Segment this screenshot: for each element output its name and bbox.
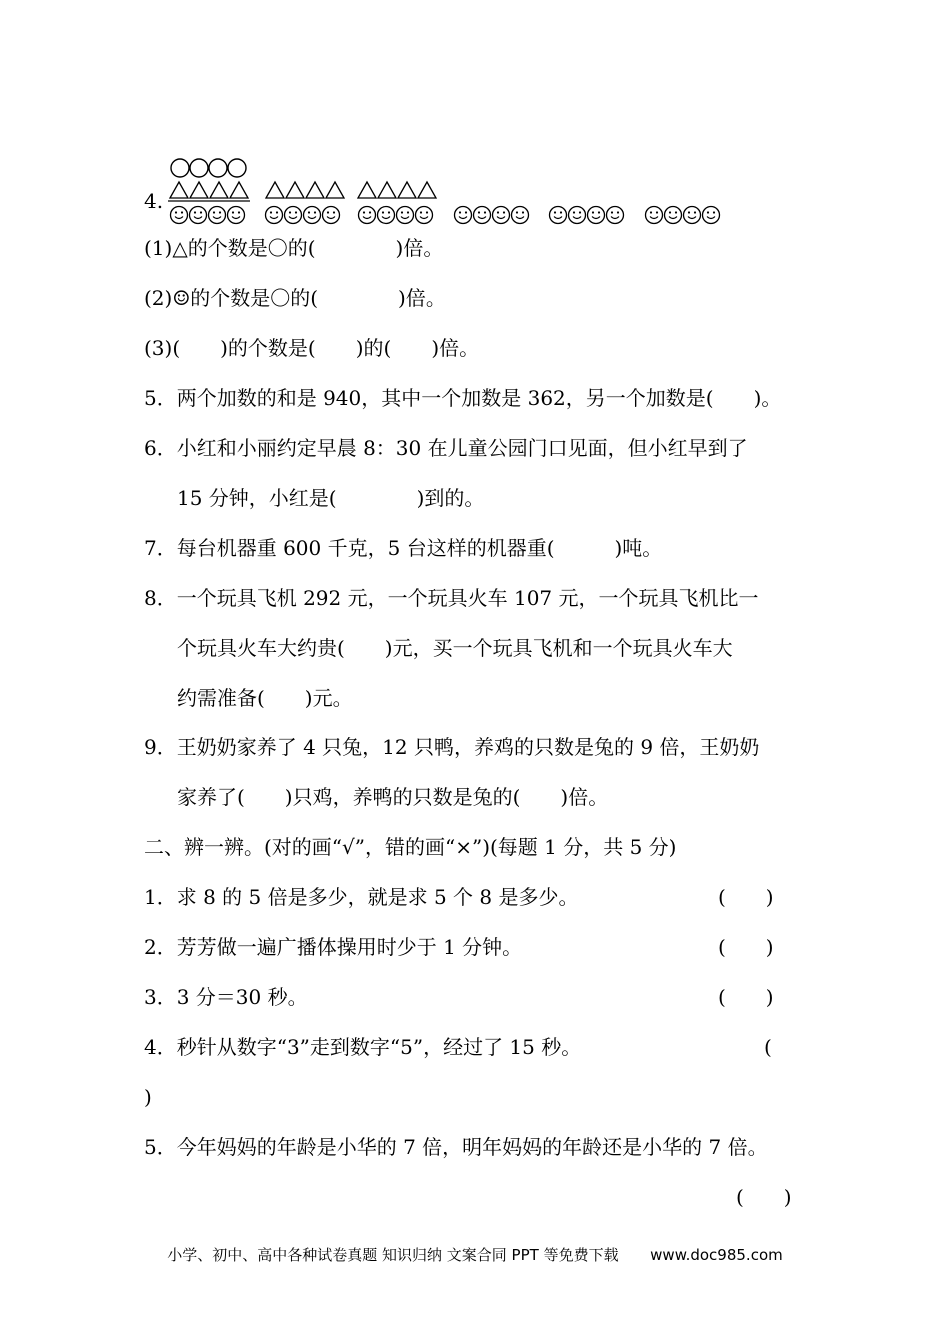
triangle-shape [190, 182, 208, 198]
smiley-shape [378, 207, 395, 224]
triangle-shape [398, 182, 416, 198]
smiley-shape [588, 207, 605, 224]
judge-answer-2[interactable]: ( ) [718, 935, 774, 959]
q4-number: 4. [144, 189, 164, 213]
smiley-row [171, 207, 720, 224]
triangle-row [168, 182, 436, 201]
smiley-shape [512, 207, 529, 224]
footer-url[interactable]: www.doc985.com [650, 1246, 783, 1264]
smiley-shape [416, 207, 433, 224]
q9-line1: 9．王奶奶家养了 4 只兔，12 只鸭，养鸡的只数是兔的 9 倍，王奶奶 [144, 735, 760, 759]
footer-text: 小学、初中、高中各种试卷真题 知识归纳 文案合同 PPT 等免费下载 [167, 1246, 619, 1264]
q8-line2: 个玩具火车大约贵( )元，买一个玩具飞机和一个玩具火车大 [177, 636, 733, 660]
triangle-shape [378, 182, 396, 198]
q4-sub3: (3)( )的个数是( )的( )倍。 [144, 336, 480, 360]
q4-sub2: (2)☺的个数是〇的( )倍。 [144, 286, 446, 310]
footer [0, 1244, 950, 1265]
smiley-shape [285, 207, 302, 224]
judge-answer-3[interactable]: ( ) [718, 985, 774, 1009]
triangle-shape [230, 182, 248, 198]
judge-item-5: 5．今年妈妈的年龄是小华的 7 倍，明年妈妈的年龄还是小华的 7 倍。 [144, 1135, 768, 1159]
judge-answer-5[interactable]: ( ) [736, 1185, 792, 1209]
triangle-shape [266, 182, 284, 198]
q9-line2: 家养了( )只鸡，养鸭的只数是兔的( )倍。 [177, 785, 609, 809]
smiley-shape [209, 207, 226, 224]
smiley-shape [474, 207, 491, 224]
judge-item-1: 1．求 8 的 5 倍是多少，就是求 5 个 8 是多少。 [144, 885, 579, 909]
smiley-shape [397, 207, 414, 224]
q6-line2: 15 分钟，小红是( )到的。 [177, 486, 485, 510]
circle-shape [171, 159, 189, 177]
judge-item-4: 4．秒针从数字“3”走到数字“5”，经过了 15 秒。 [144, 1035, 582, 1059]
smiley-shape [171, 207, 188, 224]
triangle-shape [326, 182, 344, 198]
judge-item-2: 2．芳芳做一遍广播体操用时少于 1 分钟。 [144, 935, 523, 959]
smiley-shape [569, 207, 586, 224]
circle-row [171, 159, 246, 177]
smiley-shape [493, 207, 510, 224]
triangle-shape [306, 182, 324, 198]
shapes-figure [0, 0, 950, 240]
smiley-shape [455, 207, 472, 224]
q4-sub1: (1)△的个数是〇的( )倍。 [144, 236, 444, 260]
triangle-shape [210, 182, 228, 198]
judge-answer-4-open[interactable]: ( [764, 1035, 772, 1059]
smiley-shape [684, 207, 701, 224]
judge-answer-4-close: ) [144, 1085, 152, 1109]
judge-answer-1[interactable]: ( ) [718, 885, 774, 909]
smiley-shape [703, 207, 720, 224]
smiley-shape [646, 207, 663, 224]
smiley-shape [359, 207, 376, 224]
q6-line1: 6．小红和小丽约定早晨 8：30 在儿童公园门口见面，但小红早到了 [144, 436, 748, 460]
q5-line1: 5．两个加数的和是 940，其中一个加数是 362，另一个加数是( )。 [144, 386, 782, 410]
circle-shape [209, 159, 227, 177]
smiley-shape [190, 207, 207, 224]
triangle-shape [286, 182, 304, 198]
section2-heading: 二、辨一辨。(对的画“√”，错的画“×”)(每题 1 分，共 5 分) [144, 835, 677, 859]
smiley-shape [550, 207, 567, 224]
triangle-shape [170, 182, 188, 198]
q7-line1: 7．每台机器重 600 千克，5 台这样的机器重( )吨。 [144, 536, 663, 560]
smiley-shape [607, 207, 624, 224]
triangle-shape [418, 182, 436, 198]
triangle-shape [358, 182, 376, 198]
smiley-shape [228, 207, 245, 224]
judge-item-3: 3．3 分＝30 秒。 [144, 985, 308, 1009]
smiley-shape [323, 207, 340, 224]
circle-shape [190, 159, 208, 177]
smiley-shape [665, 207, 682, 224]
circle-shape [228, 159, 246, 177]
q8-line3: 约需准备( )元。 [177, 686, 353, 710]
smiley-shape [266, 207, 283, 224]
q8-line1: 8．一个玩具飞机 292 元，一个玩具火车 107 元，一个玩具飞机比一 [144, 586, 759, 610]
smiley-shape [304, 207, 321, 224]
